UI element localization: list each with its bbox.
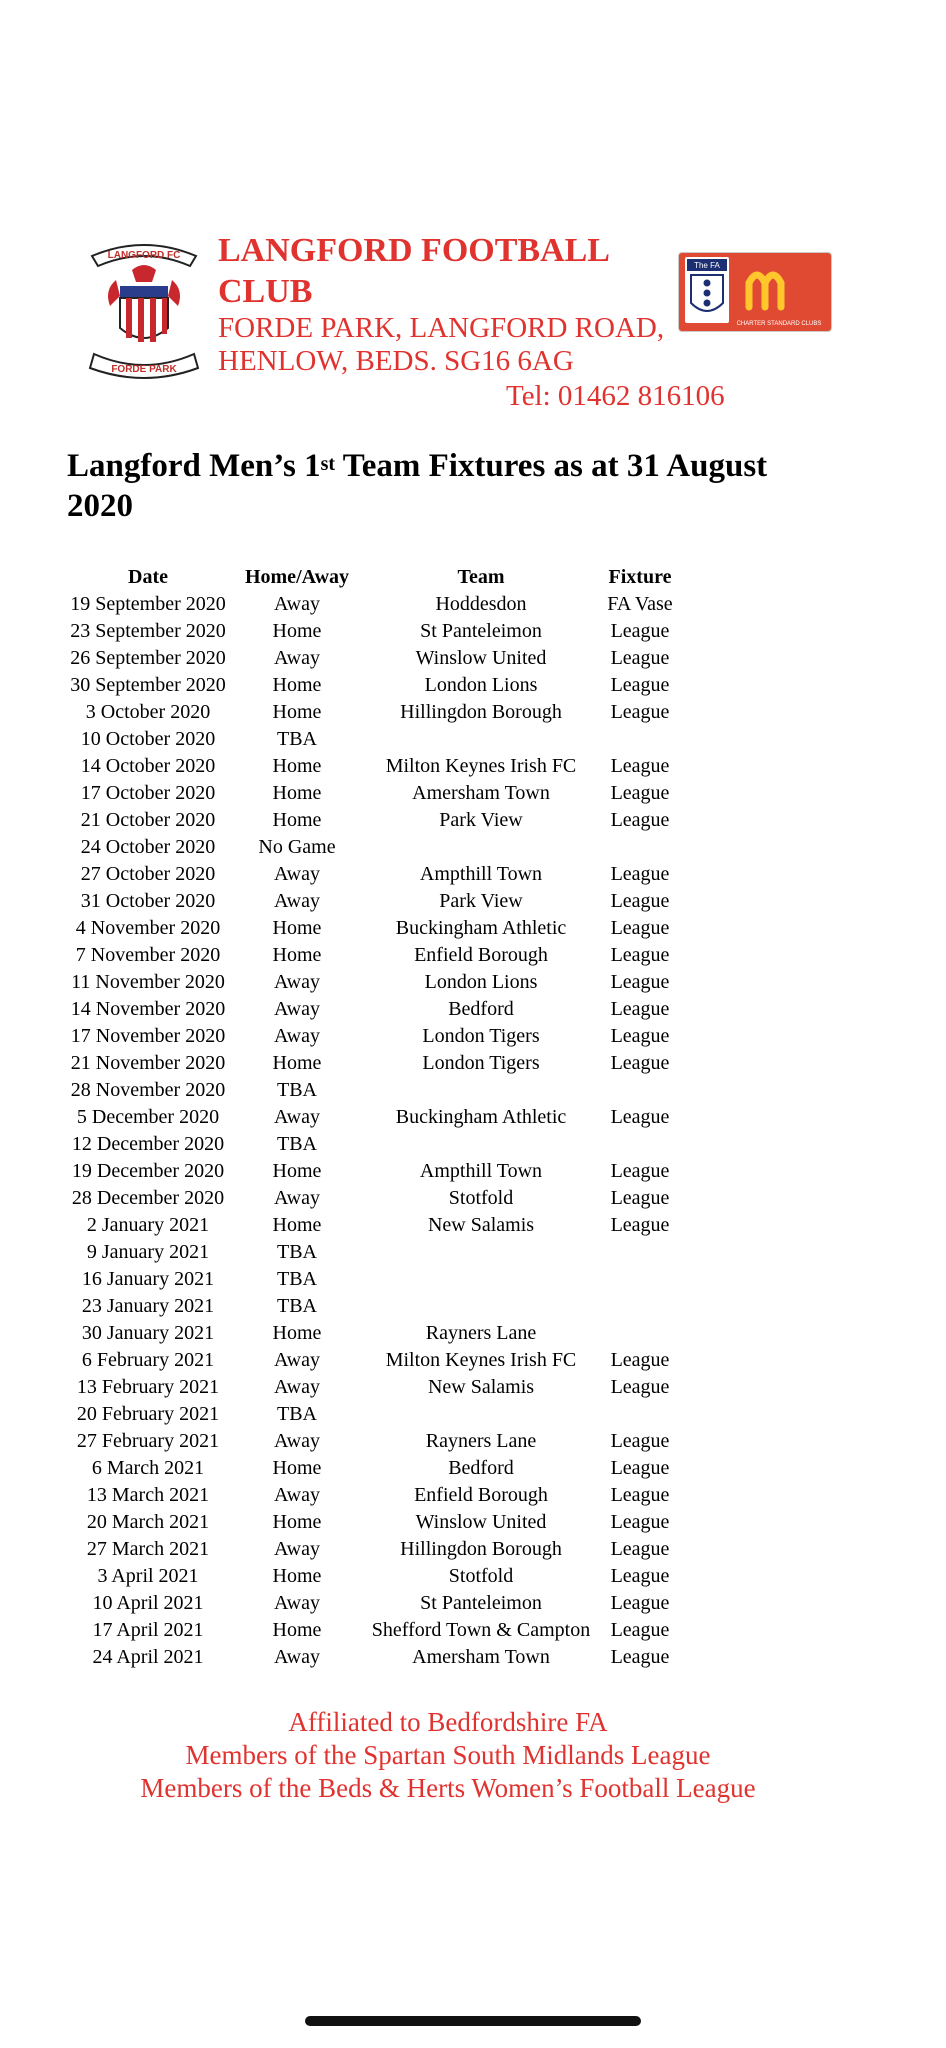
cell-fixture: League (610, 1376, 670, 1398)
cell-date: 19 September 2020 (70, 593, 226, 615)
cell-date: 27 March 2021 (86, 1538, 210, 1560)
cell-date: 28 December 2020 (71, 1187, 225, 1209)
cell-team: Enfield Borough (414, 1484, 548, 1506)
cell-fixture: League (610, 1484, 670, 1506)
cell-date: 14 November 2020 (70, 998, 226, 1020)
table-row (64, 1023, 680, 1050)
table-row (64, 699, 680, 726)
cell-home-away: Home (272, 1214, 322, 1236)
cell-home-away: Home (272, 782, 322, 804)
cell-team: Hillingdon Borough (400, 701, 562, 723)
footer-affiliation: Affiliated to Bedfordshire FA (288, 1707, 608, 1737)
cell-fixture: League (610, 1511, 670, 1533)
cell-fixture: League (610, 674, 670, 696)
header-home-away: Home/Away (244, 566, 350, 588)
cell-home-away: TBA (277, 1403, 317, 1425)
table-row (64, 1536, 680, 1563)
cell-team: London Tigers (422, 1052, 540, 1074)
cell-fixture: League (610, 998, 670, 1020)
cell-home-away: Home (272, 755, 322, 777)
table-header-row (64, 564, 680, 591)
cell-fixture: League (610, 917, 670, 939)
table-row (64, 1104, 680, 1131)
cell-home-away: Home (272, 1322, 322, 1344)
cell-date: 24 April 2021 (92, 1646, 204, 1668)
cell-team (362, 1266, 600, 1293)
table-row (64, 1212, 680, 1239)
table-row (64, 1509, 680, 1536)
cell-date: 6 March 2021 (91, 1457, 205, 1479)
table-row (64, 1617, 680, 1644)
cell-team: Buckingham Athletic (395, 1106, 567, 1128)
cell-fixture: League (610, 1349, 670, 1371)
cell-fixture (600, 834, 680, 861)
cell-fixture: League (610, 1025, 670, 1047)
cell-team: New Salamis (427, 1214, 535, 1236)
cell-home-away: Away (274, 1025, 320, 1047)
table-row (64, 645, 680, 672)
table-row (64, 1347, 680, 1374)
cell-date: 31 October 2020 (80, 890, 216, 912)
cell-date: 30 January 2021 (81, 1322, 215, 1344)
cell-date: 26 September 2020 (70, 647, 226, 669)
cell-team: Buckingham Athletic (395, 917, 567, 939)
cell-home-away: Away (274, 998, 320, 1020)
fixtures-table (64, 564, 680, 1671)
table-row (64, 1401, 680, 1428)
cell-date: 9 January 2021 (86, 1241, 210, 1263)
address-line-2: HENLOW, BEDS. SG16 6AG (218, 345, 574, 377)
cell-fixture (600, 1131, 680, 1158)
cell-date: 14 October 2020 (80, 755, 216, 777)
club-crest-logo (86, 236, 202, 382)
cell-date: 10 April 2021 (92, 1592, 204, 1614)
cell-home-away: Away (274, 1376, 320, 1398)
cell-team: Amersham Town (412, 782, 550, 804)
cell-team (362, 1401, 600, 1428)
cell-team: London Tigers (422, 1025, 540, 1047)
cell-team: New Salamis (427, 1376, 535, 1398)
table-row (64, 753, 680, 780)
cell-fixture: League (610, 1430, 670, 1452)
cell-fixture: FA Vase (607, 593, 673, 615)
cell-fixture: League (610, 782, 670, 804)
cell-home-away: Away (274, 863, 320, 885)
cell-fixture (600, 1320, 680, 1347)
cell-date: 20 February 2021 (76, 1403, 220, 1425)
cell-fixture: League (610, 1160, 670, 1182)
cell-team (362, 1239, 600, 1266)
cell-home-away: TBA (277, 728, 317, 750)
cell-team: Enfield Borough (414, 944, 548, 966)
footer (0, 1706, 896, 1805)
page-title: Langford Men’s 1st Team Fixtures as at 31 August 2020 (67, 448, 768, 524)
cell-team (362, 834, 600, 861)
cell-date: 17 October 2020 (80, 782, 216, 804)
cell-team: Park View (439, 809, 523, 831)
cell-home-away: Away (274, 1430, 320, 1452)
cell-fixture (600, 1239, 680, 1266)
footer-league-membership: Members of the Spartan South Midlands League (185, 1740, 711, 1770)
cell-home-away: Home (272, 809, 322, 831)
table-row (64, 780, 680, 807)
table-row (64, 726, 680, 753)
cell-team: Stotfold (448, 1565, 514, 1587)
cell-fixture: League (610, 890, 670, 912)
table-row (64, 1374, 680, 1401)
header-date: Date (128, 566, 168, 588)
cell-fixture (600, 1077, 680, 1104)
cell-team: Hoddesdon (435, 593, 527, 615)
cell-team: St Panteleimon (420, 620, 542, 642)
table-row (64, 591, 680, 618)
cell-home-away: No Game (258, 836, 336, 858)
cell-fixture: League (610, 1538, 670, 1560)
club-name: LANGFORD FOOTBALL CLUB (218, 232, 609, 310)
header-fixture: Fixture (608, 566, 672, 588)
cell-date: 20 March 2021 (86, 1511, 210, 1533)
cell-home-away: Home (272, 1619, 322, 1641)
cell-team: Ampthill Town (419, 863, 543, 885)
cell-date: 2 January 2021 (86, 1214, 210, 1236)
cell-home-away: Home (272, 944, 322, 966)
cell-team: Rayners Lane (425, 1430, 537, 1452)
cell-fixture: League (610, 755, 670, 777)
cell-home-away: Away (274, 1484, 320, 1506)
cell-home-away: Home (272, 1160, 322, 1182)
cell-fixture: League (610, 620, 670, 642)
cell-home-away: TBA (277, 1133, 317, 1155)
cell-date: 19 December 2020 (71, 1160, 225, 1182)
cell-fixture (600, 1293, 680, 1320)
cell-team: Rayners Lane (425, 1322, 537, 1344)
cell-date: 16 January 2021 (81, 1268, 215, 1290)
cell-date: 3 October 2020 (85, 701, 211, 723)
table-row (64, 942, 680, 969)
cell-home-away: Away (274, 1646, 320, 1668)
cell-team: Park View (439, 890, 523, 912)
cell-date: 23 January 2021 (81, 1295, 215, 1317)
cell-home-away: Away (274, 593, 320, 615)
badge-text: The FA (694, 261, 720, 270)
badge-caption: CHARTER STANDARD CLUBS (736, 321, 822, 327)
cell-home-away: Home (272, 674, 322, 696)
cell-fixture: League (610, 1214, 670, 1236)
telephone: Tel: 01462 816106 (506, 380, 725, 412)
crest-top-text: LANGFORD FC (107, 250, 181, 261)
cell-team (362, 1131, 600, 1158)
cell-home-away: Home (272, 701, 322, 723)
cell-fixture: League (610, 863, 670, 885)
cell-team: Bedford (448, 1457, 514, 1479)
cell-home-away: Away (274, 890, 320, 912)
cell-fixture: League (610, 944, 670, 966)
table-row (64, 1644, 680, 1671)
cell-date: 13 March 2021 (86, 1484, 210, 1506)
cell-home-away: Away (274, 1538, 320, 1560)
table-row (64, 1482, 680, 1509)
cell-team: Bedford (448, 998, 514, 1020)
cell-date: 27 October 2020 (80, 863, 216, 885)
cell-team: Milton Keynes Irish FC (385, 1349, 577, 1371)
cell-date: 7 November 2020 (75, 944, 221, 966)
cell-home-away: TBA (277, 1241, 317, 1263)
cell-fixture: League (610, 971, 670, 993)
table-row (64, 618, 680, 645)
table-row (64, 834, 680, 861)
cell-team (362, 1077, 600, 1104)
table-row (64, 1050, 680, 1077)
table-row (64, 1131, 680, 1158)
cell-fixture: League (610, 1187, 670, 1209)
cell-team: Winslow United (415, 1511, 547, 1533)
cell-home-away: Away (274, 647, 320, 669)
cell-fixture: League (610, 647, 670, 669)
table-row (64, 1563, 680, 1590)
table-row (64, 807, 680, 834)
table-row (64, 672, 680, 699)
cell-fixture (600, 726, 680, 753)
home-indicator[interactable] (305, 2016, 641, 2026)
cell-team: Ampthill Town (419, 1160, 543, 1182)
cell-home-away: Away (274, 1187, 320, 1209)
cell-fixture: League (610, 1457, 670, 1479)
cell-fixture: League (610, 1565, 670, 1587)
cell-home-away: TBA (277, 1079, 317, 1101)
fa-badge-icon (679, 253, 831, 331)
cell-team (362, 726, 600, 753)
cell-fixture: League (610, 1106, 670, 1128)
cell-fixture: League (610, 1619, 670, 1641)
cell-team: St Panteleimon (420, 1592, 542, 1614)
cell-date: 4 November 2020 (75, 917, 221, 939)
cell-fixture: League (610, 1592, 670, 1614)
table-row (64, 1239, 680, 1266)
table-row (64, 1455, 680, 1482)
table-row (64, 1428, 680, 1455)
cell-team: Milton Keynes Irish FC (385, 755, 577, 777)
cell-home-away: Home (272, 620, 322, 642)
cell-team: Hillingdon Borough (400, 1538, 562, 1560)
cell-date: 24 October 2020 (80, 836, 216, 858)
table-row (64, 888, 680, 915)
cell-fixture: League (610, 1646, 670, 1668)
cell-date: 13 February 2021 (76, 1376, 220, 1398)
cell-team: London Lions (424, 674, 538, 696)
cell-date: 21 November 2020 (70, 1052, 226, 1074)
footer-womens-league-membership: Members of the Beds & Herts Women’s Football League (140, 1773, 756, 1803)
cell-date: 28 November 2020 (70, 1079, 226, 1101)
cell-team: London Lions (424, 971, 538, 993)
cell-fixture (600, 1401, 680, 1428)
cell-home-away: Away (274, 971, 320, 993)
header-team: Team (457, 566, 505, 588)
table-row (64, 861, 680, 888)
cell-date: 12 December 2020 (71, 1133, 225, 1155)
cell-date: 17 April 2021 (92, 1619, 204, 1641)
table-row (64, 1158, 680, 1185)
cell-home-away: TBA (277, 1295, 317, 1317)
cell-home-away: Home (272, 917, 322, 939)
cell-date: 27 February 2021 (76, 1430, 220, 1452)
cell-home-away: Away (274, 1106, 320, 1128)
table-row (64, 969, 680, 996)
cell-date: 5 December 2020 (76, 1106, 220, 1128)
table-row (64, 1266, 680, 1293)
cell-team: Amersham Town (412, 1646, 550, 1668)
table-row (64, 1293, 680, 1320)
table-row (64, 1320, 680, 1347)
cell-date: 23 September 2020 (70, 620, 226, 642)
cell-date: 30 September 2020 (70, 674, 226, 696)
cell-date: 11 November 2020 (71, 971, 225, 993)
cell-home-away: Home (272, 1565, 322, 1587)
table-row (64, 1077, 680, 1104)
cell-team: Winslow United (415, 647, 547, 669)
cell-fixture: League (610, 1052, 670, 1074)
cell-fixture (600, 1266, 680, 1293)
cell-date: 21 October 2020 (80, 809, 216, 831)
table-row (64, 1590, 680, 1617)
cell-home-away: Away (274, 1592, 320, 1614)
cell-home-away: Home (272, 1511, 322, 1533)
crest-bottom-text: FORDE PARK (111, 364, 177, 375)
cell-date: 17 November 2020 (70, 1025, 226, 1047)
address-line-1: FORDE PARK, LANGFORD ROAD, (218, 312, 665, 344)
table-row (64, 1185, 680, 1212)
table-row (64, 996, 680, 1023)
cell-date: 6 February 2021 (81, 1349, 215, 1371)
cell-home-away: Home (272, 1052, 322, 1074)
cell-home-away: TBA (277, 1268, 317, 1290)
cell-home-away: Away (274, 1349, 320, 1371)
cell-date: 3 April 2021 (97, 1565, 199, 1587)
fa-mcdonalds-badge (678, 252, 832, 332)
cell-team (362, 1293, 600, 1320)
cell-team: Shefford Town & Campton (371, 1619, 591, 1641)
club-header (68, 228, 848, 412)
cell-date: 10 October 2020 (80, 728, 216, 750)
table-row (64, 915, 680, 942)
cell-home-away: Home (272, 1457, 322, 1479)
cell-fixture: League (610, 701, 670, 723)
cell-team: Stotfold (448, 1187, 514, 1209)
cell-fixture: League (610, 809, 670, 831)
